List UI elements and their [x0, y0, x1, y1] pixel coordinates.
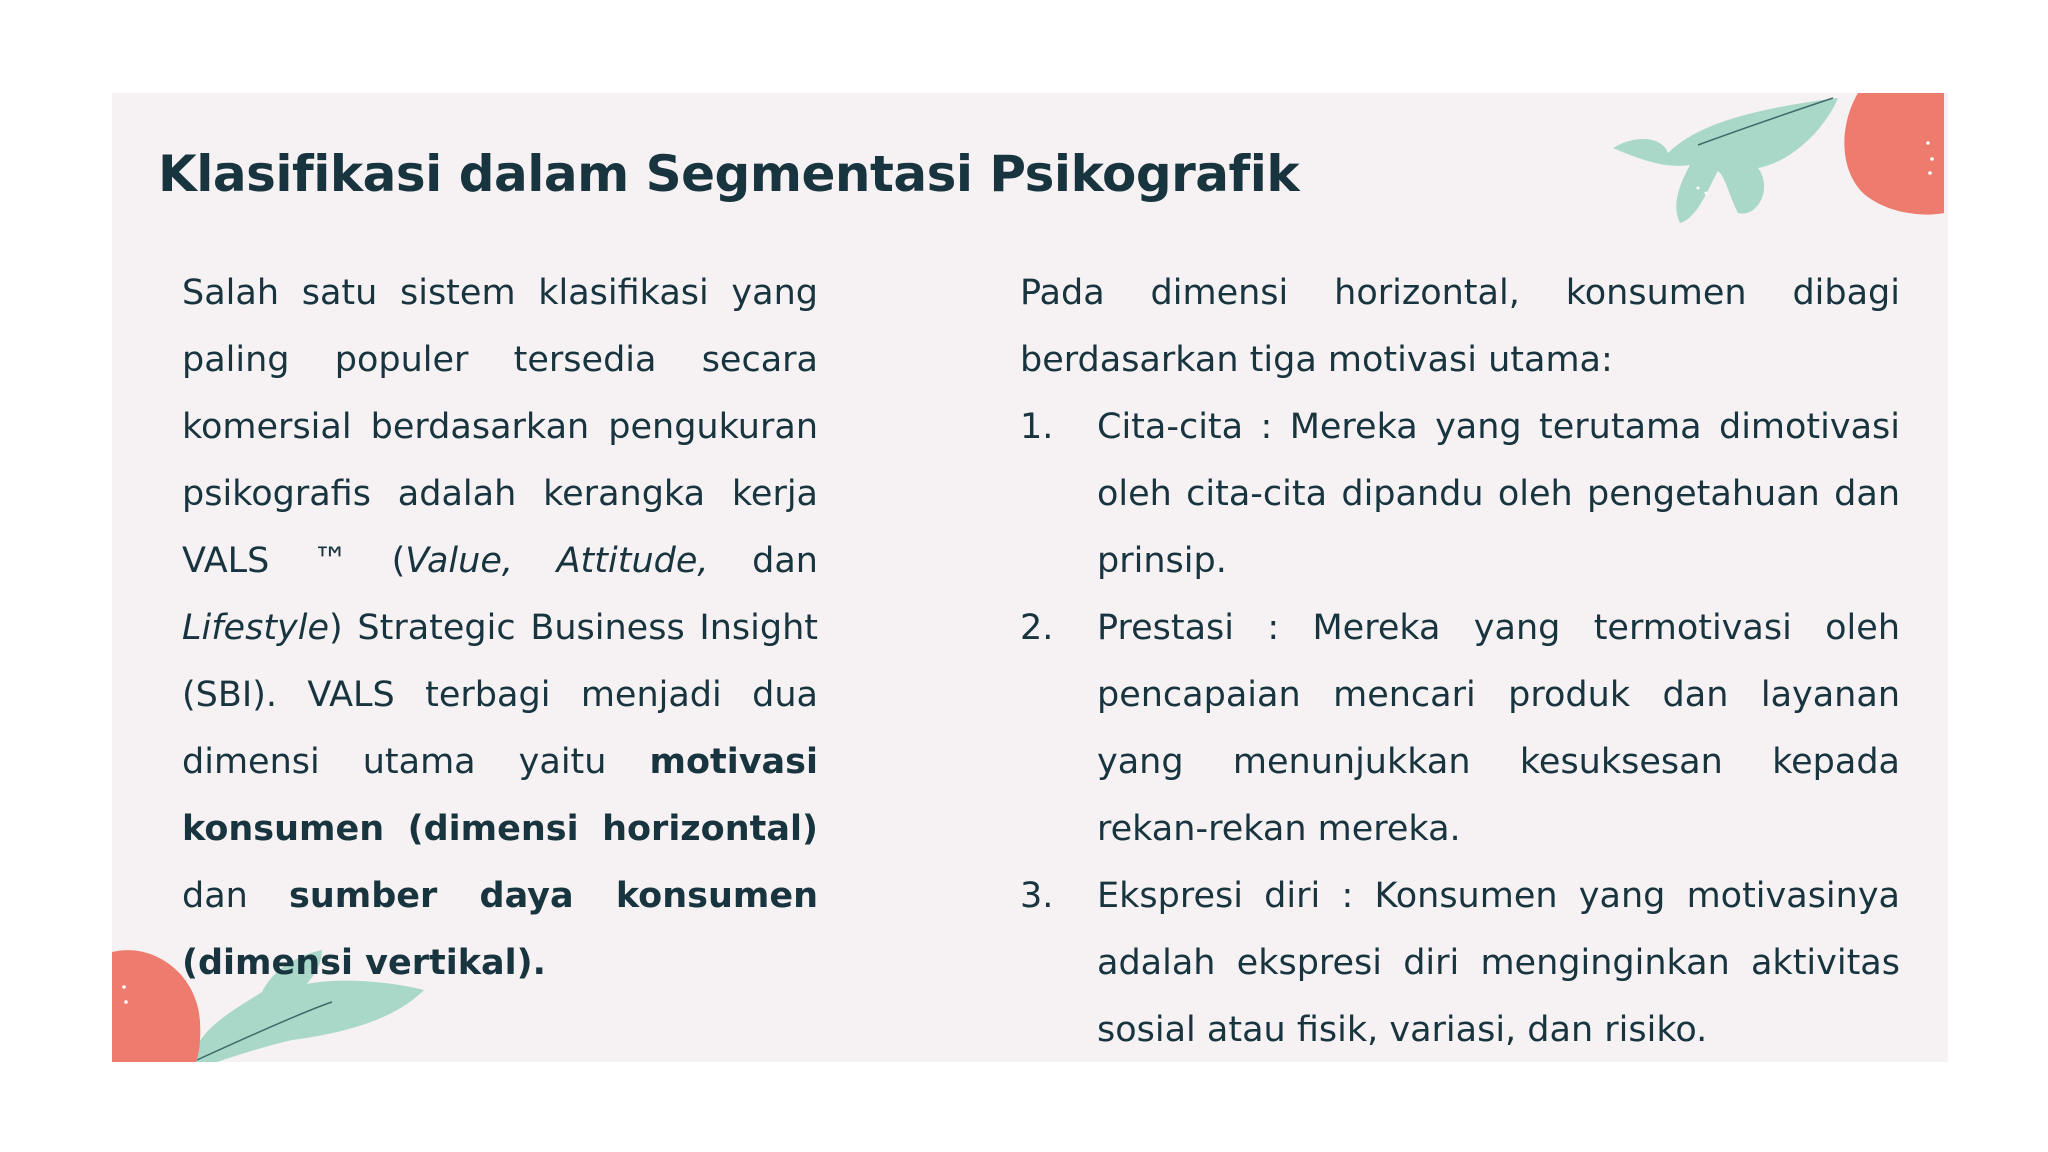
- list-item-number: 1.: [1020, 407, 1054, 447]
- list-item-text: Cita-cita : Mereka yang terutama dimotivasi oleh cita-cita dipandu oleh pengetahuan dan prinsip.: [1097, 407, 1900, 581]
- list-item: [1020, 595, 1900, 863]
- bold-motivasi-konsumen: motivasi konsumen (dimensi horizontal): [182, 742, 818, 849]
- motivation-list: [1020, 394, 1900, 1062]
- list-item-text: Ekspresi diri : Konsumen yang motivasinya adalah ekspresi diri menginginkan aktivitas sosial atau fisik, variasi, dan risiko.: [1097, 876, 1900, 1050]
- italic-value-attitude: Value, Attitude,: [405, 541, 709, 581]
- leaf-flower-decoration-icon: [1608, 93, 1948, 233]
- right-column: [1020, 260, 1900, 1062]
- bold-sumber-daya: sumber daya konsumen (dimensi vertikal).: [182, 876, 818, 983]
- italic-lifestyle: Lifestyle: [182, 608, 330, 648]
- paragraph-text-2: dan: [708, 541, 818, 581]
- list-item-number: 2.: [1020, 608, 1054, 648]
- slide-title: Klasifikasi dalam Segmentasi Psikografik: [158, 145, 1300, 203]
- paragraph-text-4: dan: [182, 876, 290, 916]
- list-item: [1020, 394, 1900, 595]
- horizontal-dimension-intro: Pada dimensi horizontal, konsumen dibagi berdasarkan tiga motivasi utama:: [1020, 273, 1900, 380]
- paragraph-text-1: Salah satu sistem klasifikasi yang paling populer tersedia secara komersial berdasarkan pengukuran psikografis adalah kerangka kerja VALS ™ (: [182, 273, 818, 581]
- left-column: [182, 260, 818, 997]
- list-item: [1020, 863, 1900, 1062]
- list-item-number: 3.: [1020, 876, 1054, 916]
- slide-card: [112, 93, 1948, 1062]
- list-item-text: Prestasi : Mereka yang termotivasi oleh pencapaian mencari produk dan layanan yang menunjukkan kesuksesan kepada rekan-rekan mereka.: [1097, 608, 1900, 849]
- paragraph-text-3: ) Strategic Business Insight (SBI). VALS terbagi menjadi dua dimensi utama yaitu: [182, 608, 818, 782]
- vals-description-paragraph: [182, 260, 818, 997]
